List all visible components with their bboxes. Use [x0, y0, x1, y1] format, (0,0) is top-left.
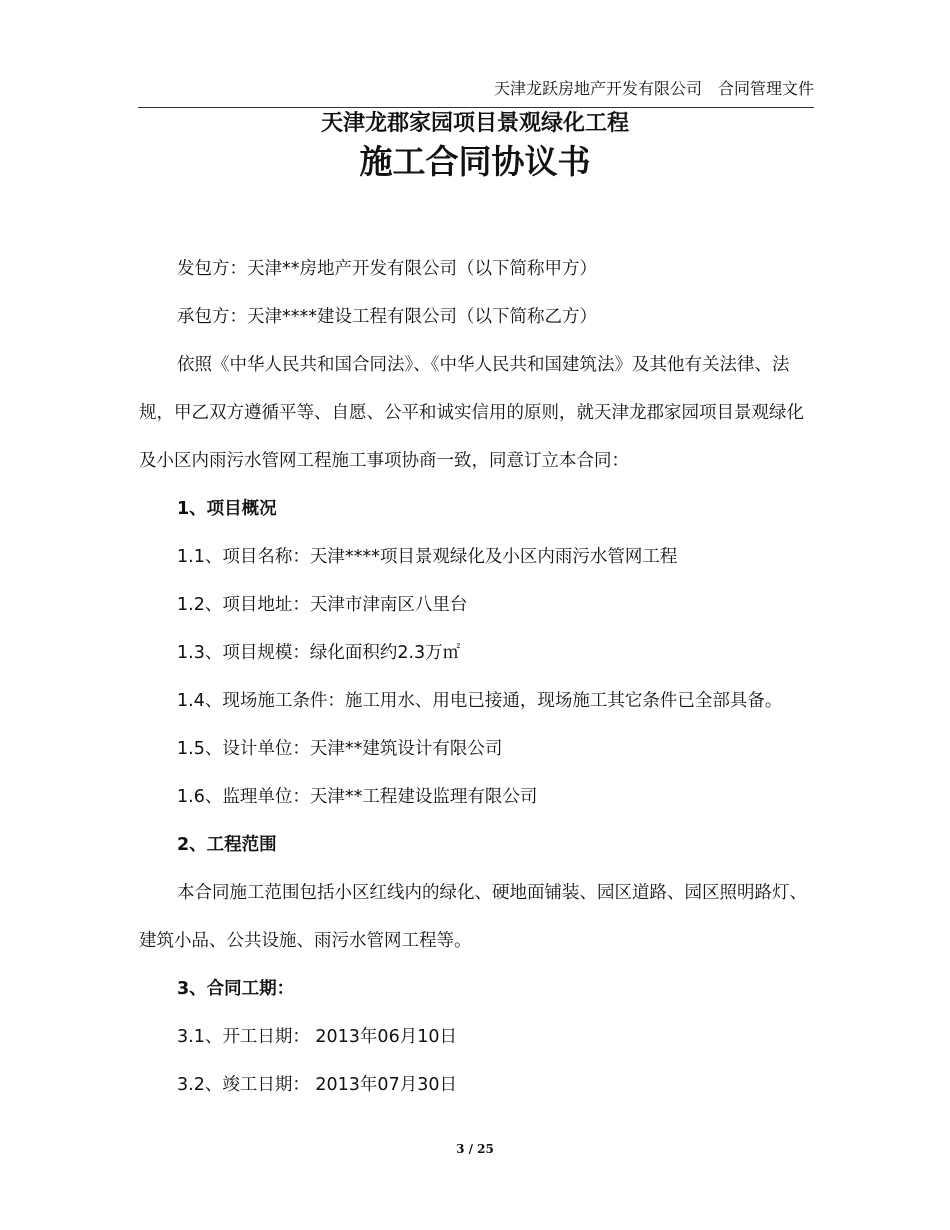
section-heading-1: 1、项目概况: [177, 499, 277, 519]
paragraph-scope: 本合同施工范围包括小区红线内的绿化、硬地面铺装、园区道路、园区照明路灯、建筑小品、公共设施、雨污水管网工程等。: [139, 883, 807, 951]
paragraph-1-1: 1.1、项目名称：天津****项目景观绿化及小区内雨污水管网工程: [177, 547, 678, 567]
paragraph-1-3: 1.3、项目规模：绿化面积约2.3万㎡: [177, 643, 461, 663]
document-title-line1: 天津龙郡家园项目景观绿化工程: [320, 111, 629, 136]
header-doc-type: 合同管理文件: [717, 79, 814, 98]
paragraph-1-5: 1.5、设计单位：天津**建筑设计有限公司: [177, 739, 503, 759]
page-number: 3 / 25: [456, 1142, 494, 1156]
paragraph-1-4: 1.4、现场施工条件：施工用水、用电已接通，现场施工其它条件已全部具备。: [177, 691, 783, 711]
page-header: [138, 78, 814, 100]
paragraph-3-1: 3.1、开工日期： 2013年06月10日: [177, 1027, 457, 1047]
paragraph-1-2: 1.2、项目地址：天津市津南区八里台: [177, 595, 468, 615]
document-body: [139, 245, 815, 1109]
document-title-line2: 施工合同协议书: [359, 142, 591, 181]
paragraph-contractor: 承包方：天津****建设工程有限公司（以下简称乙方）: [177, 307, 597, 327]
header-company: 天津龙跃房地产开发有限公司: [493, 79, 702, 98]
header-rule: [138, 107, 814, 108]
section-heading-2: 2、工程范围: [177, 835, 277, 855]
section-heading-3: 3、合同工期：: [177, 979, 295, 999]
paragraph-preamble: 依照《中华人民共和国合同法》、《中华人民共和国建筑法》及其他有关法律、法规，甲乙双方遵循平等、自愿、公平和诚实信用的原则，就天津龙郡家园项目景观绿化及小区内雨污水管网工程施工事项协商一致，同意订立本合同：: [139, 355, 804, 471]
paragraph-3-2: 3.2、竣工日期： 2013年07月30日: [177, 1075, 457, 1095]
paragraph-client: 发包方：天津**房地产开发有限公司（以下简称甲方）: [177, 259, 597, 279]
paragraph-1-6: 1.6、监理单位：天津**工程建设监理有限公司: [177, 787, 538, 807]
